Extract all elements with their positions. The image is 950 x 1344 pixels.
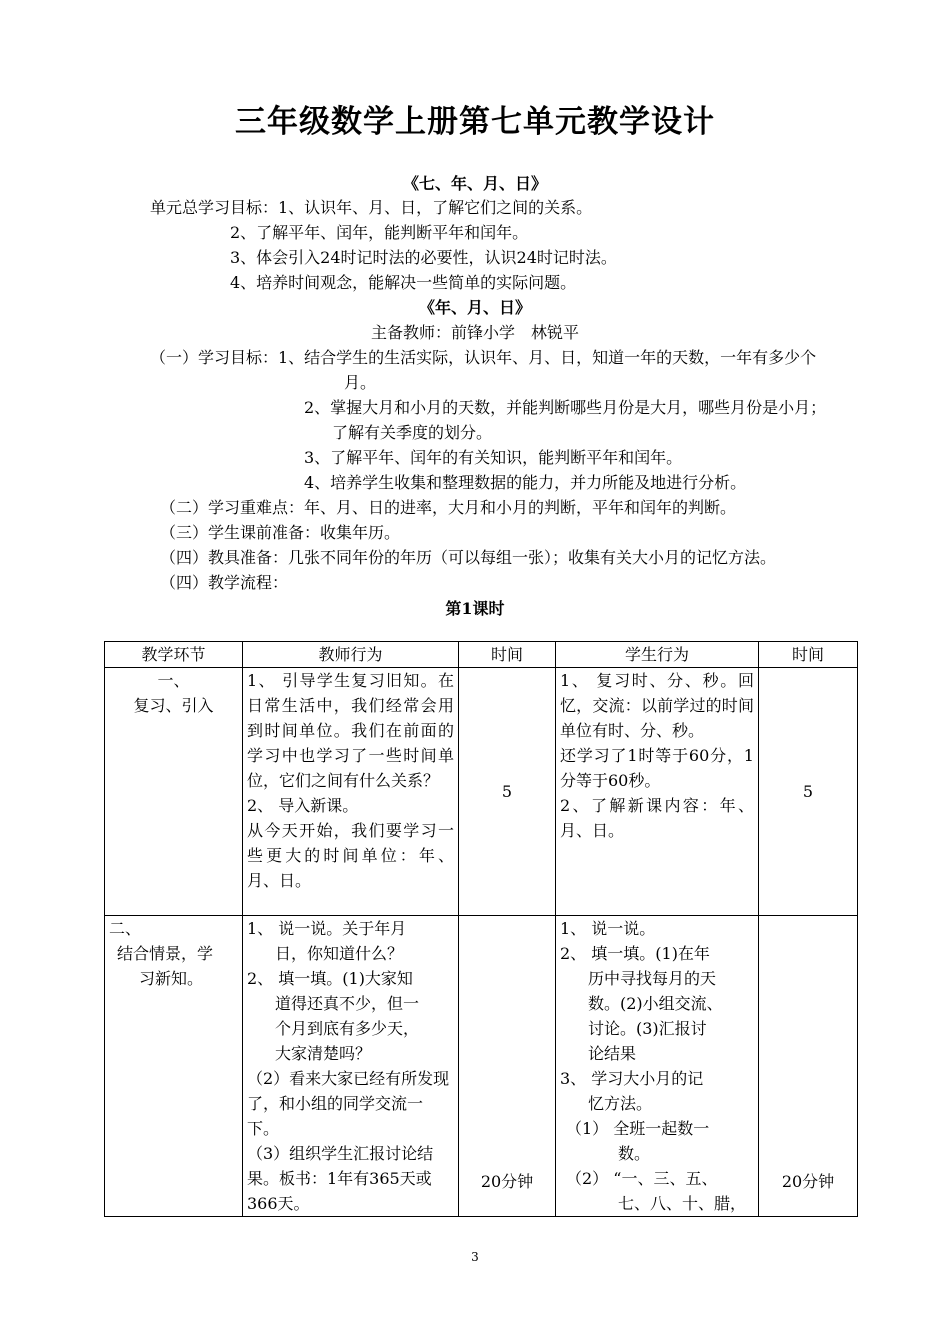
time-cell: 20分钟 <box>759 916 858 1217</box>
unit-goal-3: 3、体会引入24时记时法的必要性，认识24时记时法。 <box>230 248 617 267</box>
objective-3: 3、了解平年、闰年的有关知识，能判断平年和闰年。 <box>304 448 683 467</box>
student-text: 数。(2)小组交流、 <box>588 994 723 1013</box>
section-preparation: （三）学生课前准备：收集年历。 <box>160 523 401 542</box>
unit-goal-4: 4、培养时间观念，能解决一些简单的实际问题。 <box>230 273 577 292</box>
teacher-text: 2、 填一填。(1)大家知 <box>247 969 413 988</box>
student-text: 忆方法。 <box>588 1094 653 1113</box>
teacher-text: 大家清楚吗？ <box>275 1044 372 1063</box>
teacher-text: 日，你知道什么？ <box>275 944 404 963</box>
page-title: 三年级数学上册第七单元教学设计 <box>235 104 715 140</box>
header-student: 学生行为 <box>556 642 759 668</box>
teacher-text: （3）组织学生汇报讨论结果。板书：1年有365天或366天。 <box>247 1144 434 1213</box>
header-time-2: 时间 <box>759 642 858 668</box>
student-text: （2） “一、三、五、 <box>566 1169 718 1188</box>
objective-1: （一）学习目标：1、结合学生的生活实际，认识年、月、日，知道一年的天数，一年有多少个 <box>150 348 817 367</box>
student-text: 1、 复习时、分、秒。回忆，交流：以前学过的时间单位有时、分、秒。 <box>560 671 754 740</box>
objective-4: 4、培养学生收集和整理数据的能力，并力所能及地进行分析。 <box>304 473 747 492</box>
lesson-table <box>104 641 858 1217</box>
objective-2-cont: 了解有关季度的划分。 <box>332 423 493 442</box>
time-cell: 20分钟 <box>459 916 556 1217</box>
student-text: 1、 说一说。 <box>560 919 656 938</box>
teacher-text: 1、 说一说。关于年月 <box>247 919 407 938</box>
table-header-row <box>105 642 858 668</box>
section-process: （四）教学流程： <box>160 573 289 592</box>
teacher-text: 个月到底有多少天， <box>275 1019 420 1038</box>
page-number: 3 <box>471 1250 479 1264</box>
student-text: 讨论。(3)汇报讨 <box>588 1019 707 1038</box>
stage-number: 一、 <box>157 671 190 690</box>
teacher-text: 1、 引导学生复习旧知。在日常生活中，我们经常会用到时间单位。我们在前面的学习中也学习了一些时间单位，它们之间有什么关系？ <box>247 671 454 790</box>
student-text: 还学习了1时等于60分，1分等于60秒。 <box>560 746 754 790</box>
table-row <box>105 916 858 1217</box>
teacher-text: 道得还真不少，但一 <box>275 994 420 1013</box>
student-cell <box>556 668 759 916</box>
teacher-cell <box>243 668 459 916</box>
stage-cell <box>105 916 243 1217</box>
unit-goal-1: 单元总学习目标：1、认识年、月、日，了解它们之间的关系。 <box>150 198 593 217</box>
header-time: 时间 <box>459 642 556 668</box>
header-stage: 教学环节 <box>105 642 243 668</box>
student-text: 数。 <box>618 1144 651 1163</box>
lesson-heading: 《年、月、日》 <box>418 298 531 317</box>
table-row <box>105 668 858 916</box>
time-cell: 5 <box>459 668 556 916</box>
teacher-line: 主备教师：前锋小学 林锐平 <box>370 323 579 342</box>
section-tools: （四）教具准备：几张不同年份的年历（可以每组一张）；收集有关大小月的记忆方法。 <box>160 548 777 567</box>
stage-label-cont: 习新知。 <box>139 969 204 988</box>
student-text: 七、八、十、腊， <box>618 1194 747 1213</box>
teacher-text: （2）看来大家已经有所发现了，和小组的同学交流一下。 <box>247 1069 450 1138</box>
student-text: 2、 填一填。(1)在年 <box>560 944 710 963</box>
section-key-points: （二）学习重难点：年、月、日的进率，大月和小月的判断，平年和闰年的判断。 <box>160 498 737 517</box>
student-text: 2、了解新课内容：年、月、日。 <box>560 796 754 840</box>
period-heading: 第1课时 <box>445 599 505 618</box>
objective-2: 2、掌握大月和小月的天数，并能判断哪些月份是大月，哪些月份是小月； <box>304 398 827 417</box>
stage-label: 复习、引入 <box>133 696 214 715</box>
teacher-text: 从今天开始，我们要学习一些更大的时间单位：年、月、日。 <box>247 821 454 890</box>
student-cell <box>556 916 759 1217</box>
student-text: 历中寻找每月的天 <box>588 969 717 988</box>
student-text: 3、 学习大小月的记 <box>560 1069 704 1088</box>
stage-number: 二、 <box>109 919 142 938</box>
stage-label: 结合情景，学 <box>117 944 214 963</box>
unit-goal-2: 2、了解平年、闰年，能判断平年和闰年。 <box>230 223 529 242</box>
teacher-cell <box>243 916 459 1217</box>
student-text: （1） 全班一起数一 <box>566 1119 710 1138</box>
time-cell: 5 <box>759 668 858 916</box>
student-text: 论结果 <box>588 1044 637 1063</box>
objective-1-cont: 月。 <box>344 373 377 392</box>
teacher-text: 2、 导入新课。 <box>247 796 359 815</box>
stage-cell <box>105 668 243 916</box>
unit-heading: 《七、年、月、日》 <box>402 174 547 193</box>
header-teacher: 教师行为 <box>243 642 459 668</box>
